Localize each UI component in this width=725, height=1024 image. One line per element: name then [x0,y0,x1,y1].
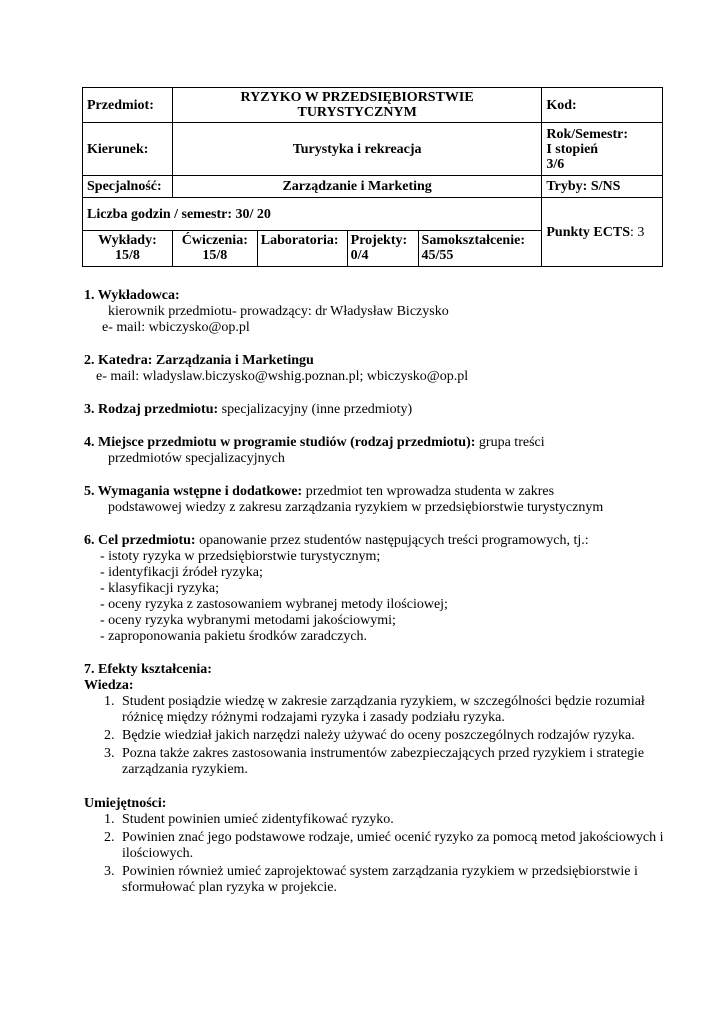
lectures-cell: Wykłady: 15/8 [83,231,173,267]
self-study-cell: Samokształcenie: 45/55 [418,231,542,267]
list-item: 1. Student powinien umieć zidentyfikować ryzyko. [118,812,684,828]
year-semester-cell: Rok/Semestr: I stopień 3/6 [542,123,663,176]
code-label: Kod: [542,88,663,123]
section-course-type: 3. Rodzaj przedmiotu: specjalizacyjny (inne przedmioty) [84,402,413,417]
subject-label: Przedmiot: [83,88,173,123]
course-header-table [82,87,663,267]
field-label: Kierunek: [83,123,173,176]
mode-label: Tryby: S/NS [542,176,663,198]
subject-value: RYZYKO W PRZEDSIĘBIORSTWIE TURYSTYCZNYM [172,88,541,123]
list-item: - oceny ryzyka wybranymi metodami jakościowymi; [100,613,396,628]
list-item: - istoty ryzyka w przedsiębiorstwie turystycznym; [100,549,381,564]
list-item: 3. Pozna także zakres zastosowania instrumentów zabezpieczających przed ryzykiem i strategie zarządzania ryzykiem. [118,746,684,778]
section-department: 2. Katedra: Zarządzania i Marketingu e- mail: wladyslaw.biczysko@wshig.poznan.pl; wbiczysko@op.pl [84,353,469,384]
specialty-label: Specjalność: [83,176,173,198]
list-item: 2. Będzie wiedział jakich narzędzi należy używać do oceny poszczególnych rodzajów ryzyka. [118,728,684,744]
list-item: 2. Powinien znać jego podstawowe rodzaje, umieć ocenić ryzyko za pomocą metod jakościowych i ilościowych. [118,830,684,862]
knowledge-list [84,694,684,778]
hours-label: Liczba godzin / semestr: 30/ 20 [83,198,542,231]
ects-cell: Punkty ECTS: 3 [542,198,663,267]
list-item: 3. Powinien również umieć zaprojektować system zarządzania ryzykiem w przedsiębiorstwie i sformułować plan ryzyka w projekcie. [118,864,684,896]
skills-heading: Umiejętności: [84,796,167,811]
syllabus-body [84,288,684,898]
field-value: Turystyka i rekreacja [172,123,541,176]
list-item: - zaproponowania pakietu środków zaradczych. [100,629,368,644]
specialty-value: Zarządzanie i Marketing [172,176,541,198]
section-course-goal: 6. Cel przedmiotu: opanowanie przez studentów następujących treści programowych, tj.: - istoty ryzyka w przedsiębiorstwie turystycznym; - identyfikacji źródeł ryzyka; - klasyfikacji ryzyka; - oceny ryzyka z zastosowaniem wybranej metody ilościowej; - oceny ryzyka wybranymi metodami jakościowymi; - zaproponowania pakietu środków zaradczych. [84,533,684,645]
skills-list [84,812,684,896]
section-lecturer: 1. Wykładowca: kierownik przedmiotu- prowadzący: dr Władysław Biczysko e- mail: wbiczysko@op.pl [84,288,449,335]
list-item: - klasyfikacji ryzyka; [100,581,219,596]
laboratories-cell: Laboratoria: [257,231,347,267]
exercises-cell: Ćwiczenia: 15/8 [172,231,257,267]
projects-cell: Projekty: 0/4 [347,231,418,267]
list-item: 1. Student posiądzie wiedzę w zakresie zarządzania ryzykiem, w szczególności będzie rozumiał różnicę między różnymi rodzajami ryzyka i zasady podziału ryzyka. [118,694,684,726]
section-curriculum-place: 4. Miejsce przedmiotu w programie studiów (rodzaj przedmiotu): grupa treści przedmiotów specjalizacyjnych [84,435,545,466]
section-requirements: 5. Wymagania wstępne i dodatkowe: przedmiot ten wprowadza studenta w zakres podstawowej wiedzy z zakresu zarządzania ryzykiem w przedsiębiorstwie turystycznym [84,484,604,515]
list-item: - identyfikacji źródeł ryzyka; [100,565,263,580]
section-learning-outcomes: 7. Efekty kształcenia: Wiedza: 1. Student posiądzie wiedzę w zakresie zarządzania ryzykiem, w szczególności będzie rozumiał różnicę między różnymi rodzajami ryzyka i zasady podziału ryzyka. 2. Będzie wiedział jakich narzędzi należy używać do oceny poszczególnych rodzajów ryzyka. 3. Pozna także zakres zastosowania instrumentów zabezpieczających przed ryzykiem i strategie zarządzania ryzykiem. Umiejętności: 1. Student powinien umieć zidentyfikować ryzyko. 2. Powinien znać jego podstawowe rodzaje, umieć ocenić ryzyko za pomocą metod jakościowych i ilościowych. 3. Powinien również umieć zaprojektować system zarządzania ryzykiem w przedsiębiorstwie i sformułować plan ryzyka w projekcie. [84,662,684,896]
knowledge-heading: Wiedza: [84,678,134,693]
list-item: - oceny ryzyka z zastosowaniem wybranej metody ilościowej; [100,597,448,612]
